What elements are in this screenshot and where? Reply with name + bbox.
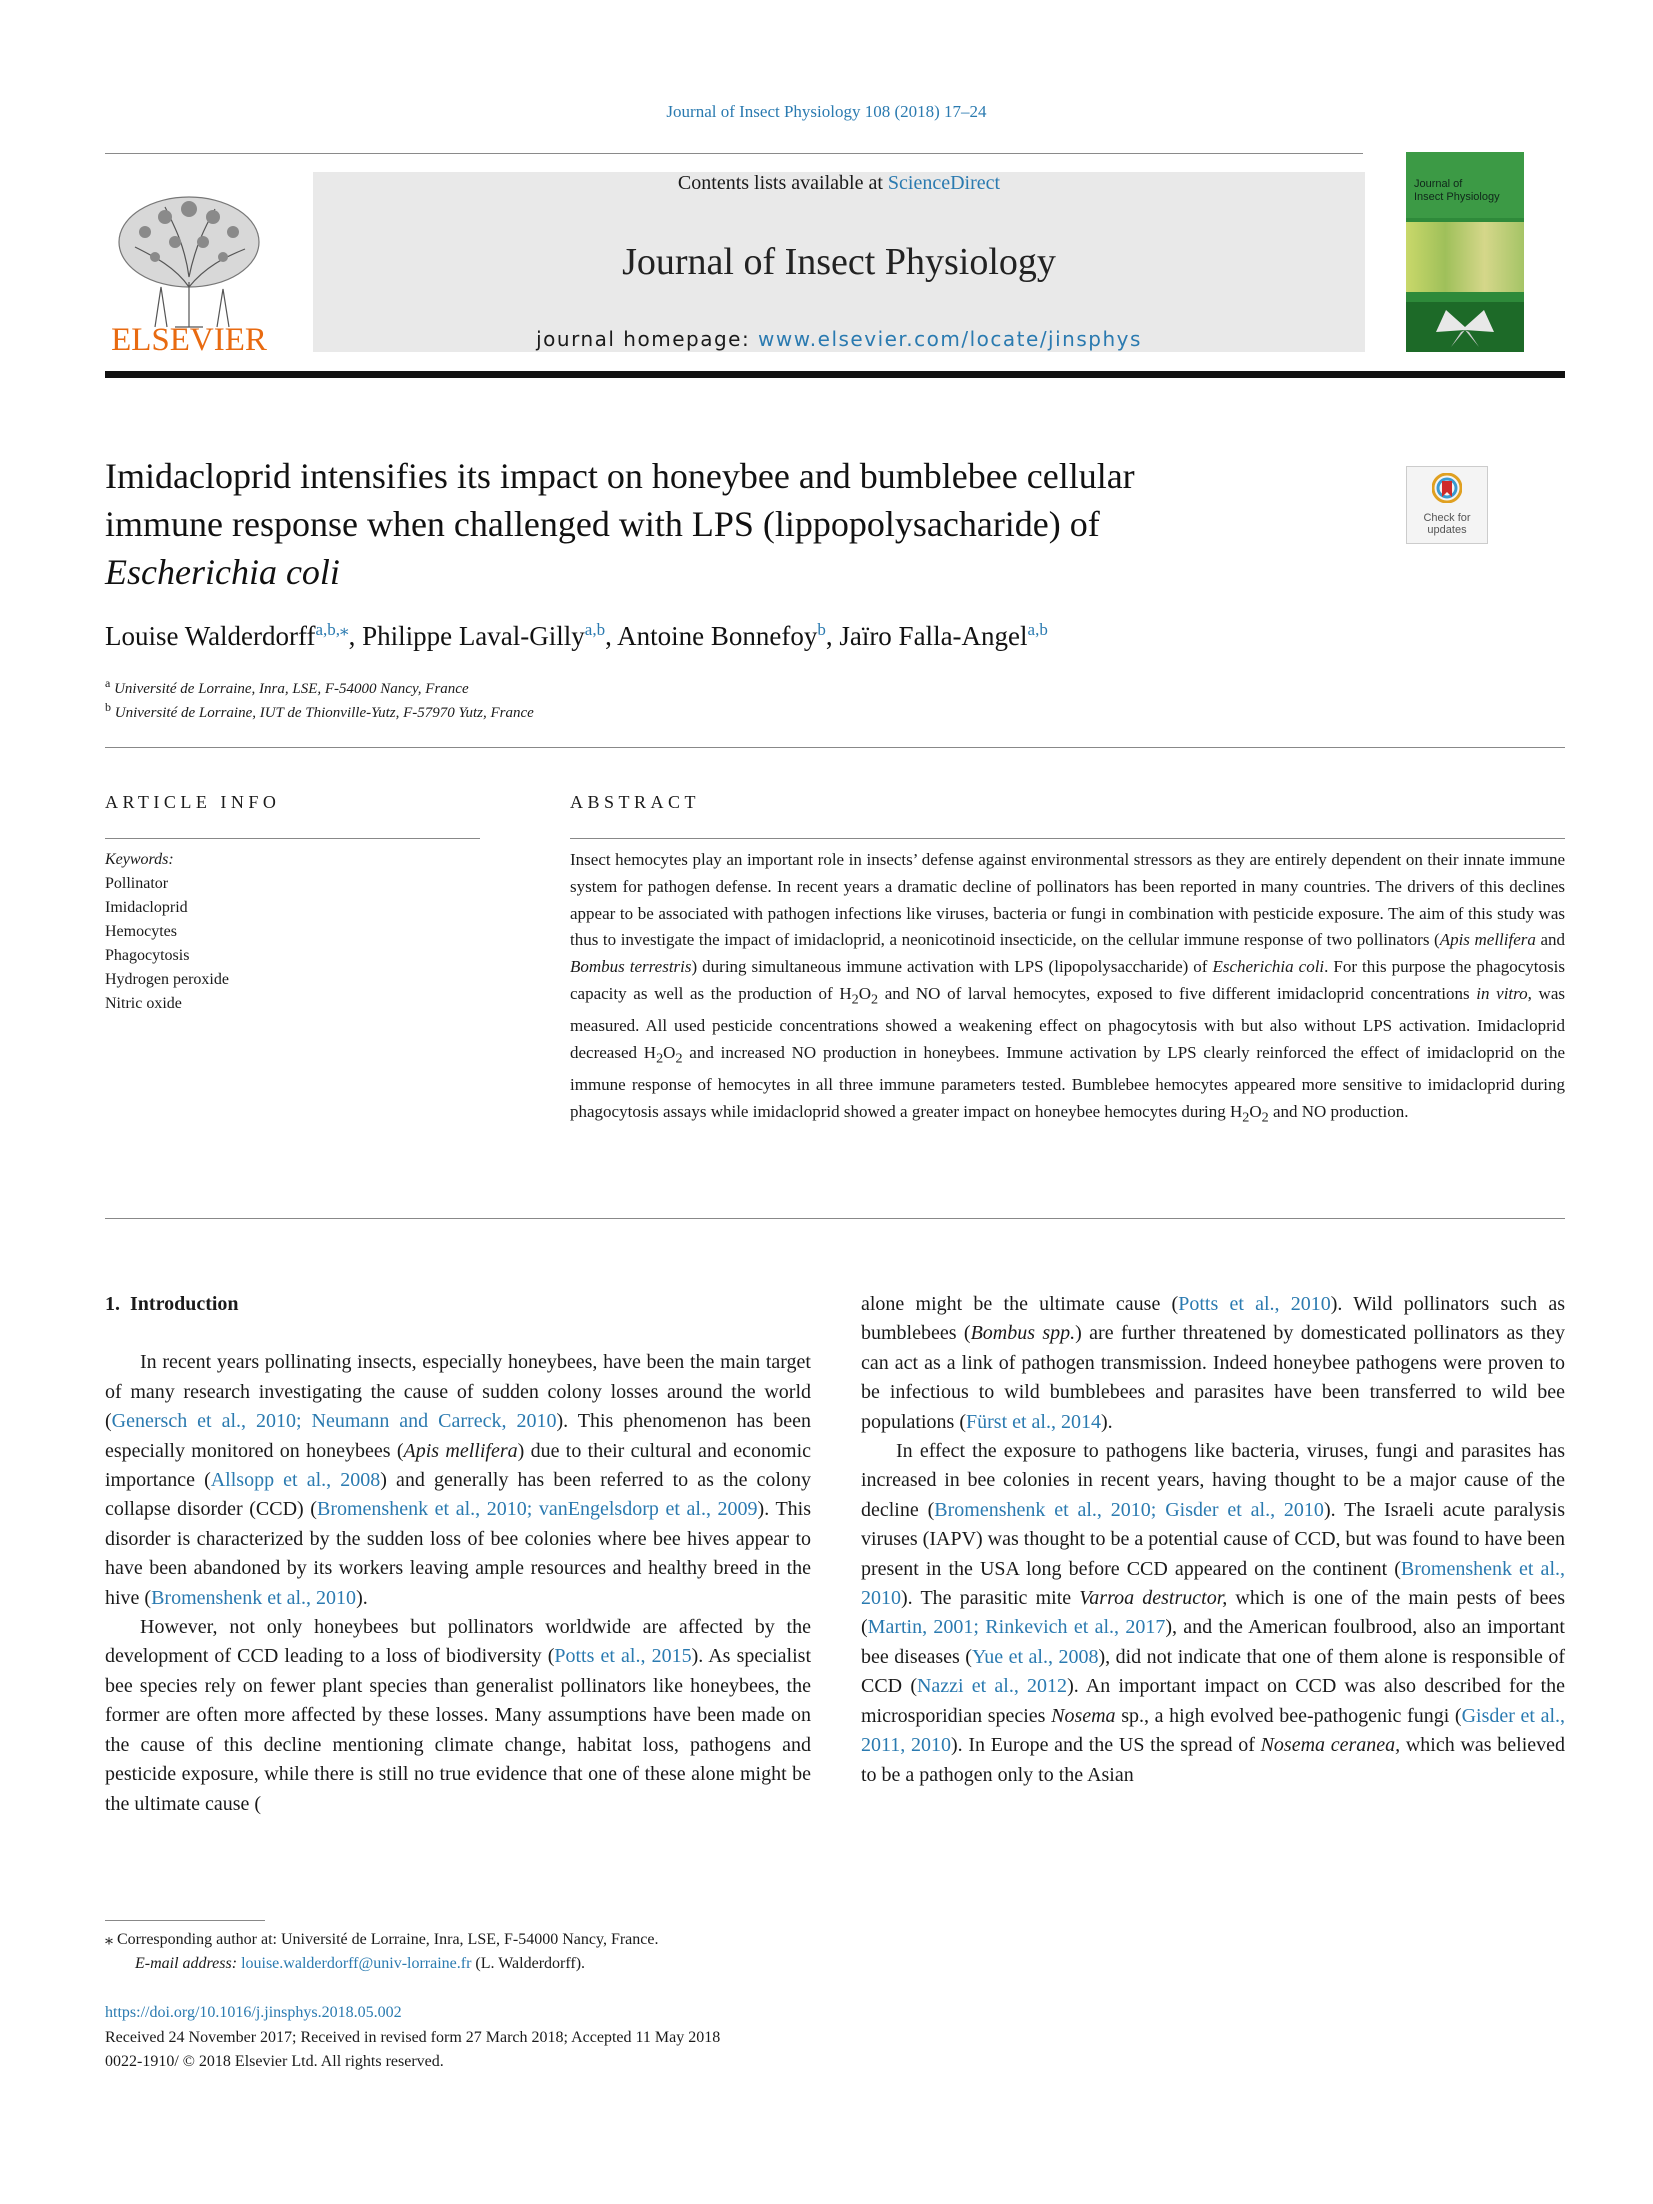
cover-image-bottom	[1406, 302, 1524, 352]
cover-title-line-1: Journal of	[1414, 178, 1463, 190]
text-segment: ). This phenomenon has been especially monitored on honeybees (	[105, 1410, 811, 1462]
text-segment: However, not only honeybees but pollinators worldwide are affected by the development of CCD leading to a loss of biodiversity (	[105, 1616, 811, 1668]
author-name[interactable]: Philippe Laval-Gilly	[362, 621, 585, 651]
footnote-mark: ⁎	[105, 1931, 113, 1948]
crossmark-label-line-1: Check for	[1423, 512, 1471, 524]
abstract-segment: and	[1535, 930, 1565, 950]
paragraph	[861, 1437, 1565, 1790]
body-column-left	[105, 1290, 811, 1819]
crossmark-icon	[1432, 473, 1462, 503]
text-segment: ), did not indicate that one of them alone is responsible of CCD (	[861, 1645, 1565, 1698]
subscript: 2	[675, 1050, 683, 1067]
body-column-right	[861, 1290, 1565, 1790]
article-title	[105, 452, 1345, 596]
article-info-heading: ARTICLE INFO	[105, 792, 281, 812]
email-link[interactable]: louise.walderdorff@univ-lorraine.fr	[241, 1955, 472, 1972]
keyword-item: Nitric oxide	[105, 995, 182, 1012]
abstract-segment: was measured. All used pesticide concentrations showed a weakening effect on phagocytosis with but also without LPS activation. Imidacloprid decreased H	[570, 983, 1565, 1062]
species-name: Nosema ceranea,	[1260, 1734, 1401, 1757]
corresponding-author-footnote	[105, 1928, 865, 1976]
paragraph	[105, 1613, 811, 1819]
section-rule	[105, 1218, 1565, 1219]
citation-link[interactable]: Yue et al., 2008	[971, 1645, 1099, 1668]
homepage-line	[313, 327, 1365, 351]
sciencedirect-link[interactable]: ScienceDirect	[887, 172, 1001, 194]
keywords-label: Keywords:	[105, 851, 174, 868]
author-affiliation-mark[interactable]: a,b	[1027, 620, 1048, 639]
species-name: Nosema	[1051, 1704, 1116, 1727]
footnote-rule	[105, 1920, 265, 1921]
paragraph	[105, 1348, 811, 1613]
section-title: Introduction	[130, 1293, 239, 1315]
abstract-segment: . For this purpose the phagocytosis capacity as well as the production of H	[570, 957, 1565, 1003]
species-name: Bombus spp.	[970, 1322, 1076, 1345]
keyword-item: Hydrogen peroxide	[105, 971, 229, 988]
text-segment: ). The Israeli acute paralysis viruses (IAPV) was thought to be a potential cause of CCD, but was found to have been present in the USA long before CCD appeared on the continent (	[861, 1498, 1565, 1580]
author-name[interactable]: Jaïro Falla-Angel	[839, 621, 1028, 651]
text-segment: ), and the American foulbrood, also an important bee diseases (	[861, 1616, 1565, 1668]
crossmark-label	[1407, 512, 1487, 536]
citation-link[interactable]: Nazzi et al., 2012	[916, 1675, 1068, 1698]
abstract-segment: O	[858, 983, 871, 1003]
email-suffix: (L. Walderdorff).	[471, 1955, 586, 1972]
title-line-2: immune response when challenged with LPS (lippopolysacharide) of	[105, 504, 1100, 544]
abstract-segment: and increased NO production in honeybees. Immune activation by LPS clearly reinforced the effect of imidacloprid on the immune response of hemocytes in all three immune parameters tested. Bumblebee hemocytes appeared more sensitive to imidacloprid during phagocytosis assays while imidacloprid showed a greater impact on honeybee hemocytes during H	[570, 1042, 1565, 1121]
journal-name: Journal of Insect Physiology	[622, 241, 1056, 283]
author-affiliation-mark[interactable]: a,b	[584, 620, 606, 639]
text-segment: alone might be the ultimate cause (	[861, 1293, 1179, 1315]
author-name[interactable]: Louise Walderdorff	[105, 621, 316, 651]
species-name: Bombus terrestris	[570, 957, 692, 977]
affiliation-b	[105, 700, 534, 722]
subscript: 2	[851, 991, 859, 1008]
affiliation-text: Université de Lorraine, IUT de Thionville-Yutz, F-57970 Yutz, France	[114, 705, 534, 721]
abstract-segment: O	[1249, 1101, 1262, 1121]
abstract-segment: and NO production.	[1268, 1101, 1409, 1121]
homepage-link[interactable]: www.elsevier.com/locate/jinsphys	[758, 327, 1142, 351]
abstract-segment: and NO of larval hemocytes, exposed to five different imidacloprid concentrations	[878, 983, 1477, 1003]
text-segment: ). As specialist bee species rely on fewer plant species than generalist pollinators like honeybees, the former are often more affected by these losses. Many assumptions have been made on the cause of this decline mentioning climate change, habitat loss, pathogens and pesticide exposure, while there is still no true evidence that one of these alone might be the ultimate cause (	[105, 1645, 812, 1815]
text-segment: ).	[356, 1586, 368, 1609]
cover-image-band	[1406, 222, 1524, 292]
masthead-thick-rule	[105, 371, 1565, 378]
subscript: 2	[656, 1050, 664, 1067]
citation-link[interactable]: Potts et al., 2015	[554, 1645, 692, 1668]
author-name[interactable]: Antoine Bonnefoy	[617, 621, 818, 651]
species-name: Escherichia coli	[1212, 957, 1325, 977]
species-name: Apis mellifera	[403, 1439, 518, 1462]
contents-prefix: Contents lists available at	[677, 172, 888, 194]
journal-cover-thumbnail[interactable]	[1406, 152, 1524, 352]
paragraph-continued	[861, 1290, 1565, 1437]
citation-link[interactable]: Allsopp et al., 2008	[210, 1469, 381, 1492]
text-segment: ).	[1101, 1410, 1113, 1433]
email-label: E-mail address:	[135, 1955, 242, 1972]
keyword-item: Hemocytes	[105, 923, 177, 940]
title-line-3: Escherichia coli	[105, 552, 340, 592]
abstract-heading: ABSTRACT	[570, 792, 701, 812]
abstract-segment: ) during simultaneous immune activation with LPS (lipopolysaccharide) of	[691, 957, 1213, 977]
citation-link[interactable]: Bromenshenk et al., 2010; Gisder et al., 2010	[934, 1498, 1324, 1521]
corresponding-author-text: Corresponding author at: Université de Lorraine, Inra, LSE, F-54000 Nancy, France.	[113, 1931, 659, 1948]
affiliation-a	[105, 676, 469, 698]
text-segment: ). An important impact on CCD was also described for the microsporidian species	[861, 1675, 1565, 1727]
text-segment: which is one of the main pests of bees (	[861, 1587, 1566, 1639]
citation-link[interactable]: Genersch et al., 2010; Neumann and Carreck, 2010	[111, 1410, 557, 1433]
contents-line	[313, 172, 1365, 195]
abstract-segment: Insect hemocytes play an important role in insects’ defense against environmental stressors as they are entirely dependent on their innate immune system for pathogen defense. In recent years a dramatic decline of pollinators has been reported in many countries. The drivers of this declines appear to be associated with pathogen infections like viruses, bacteria or fungi in combination with pesticide exposure. The aim of this study was thus to investigate the impact of imidacloprid, a neonicotinoid insecticide, on the cellular immune response of two pollinators (	[570, 850, 1565, 950]
text-segment: ). The parasitic mite	[901, 1587, 1080, 1610]
homepage-prefix: journal homepage:	[536, 327, 759, 351]
citation-link[interactable]: Bromenshenk et al., 2010	[151, 1586, 357, 1609]
keyword-item: Imidacloprid	[105, 899, 188, 916]
crossmark-label-line-2: updates	[1427, 524, 1467, 536]
subscript: 2	[1261, 1109, 1269, 1126]
keywords-list	[105, 848, 229, 1016]
citation-link[interactable]: Bromenshenk et al., 2010	[861, 1557, 1565, 1610]
citation-link[interactable]: Martin, 2001; Rinkevich et al., 2017	[867, 1616, 1166, 1639]
section-heading-introduction	[105, 1290, 811, 1319]
text-segment: ). This disorder is characterized by the sudden loss of bee colonies where bee hives appear to have been abandoned by its workers leaving ample resources and healthy breed in the hive (	[105, 1498, 812, 1609]
text-segment: which was believed to be a pathogen only to the Asian	[861, 1734, 1566, 1786]
species-name: Apis mellifera	[1439, 930, 1536, 950]
cover-title-line-2: Insect Physiology	[1414, 191, 1500, 203]
author-list: Louise Walderdorff$^{a,b,⁎}$, Philippe Laval-Gilly$^{a,b}$, Antoine Bonnefoy$^b$, Jaïro Falla-Angel$^{a,b}$	[105, 620, 1048, 651]
article-info-rule	[105, 838, 480, 839]
citation-link[interactable]: Potts et al., 2010	[1178, 1293, 1331, 1315]
affiliation-mark: b	[105, 700, 111, 714]
email-line	[105, 1952, 865, 1976]
affiliation-text: Université de Lorraine, Inra, LSE, F-54000 Nancy, France	[114, 681, 469, 697]
cover-title	[1414, 178, 1500, 204]
subscript: 2	[870, 991, 879, 1008]
text-segment: sp., a high evolved bee-pathogenic fungi (	[1115, 1704, 1462, 1727]
author-affiliation-mark[interactable]: a,b,⁎	[315, 620, 349, 639]
text-segment: In effect the exposure to pathogens like bacteria, viruses, fungi and parasites has increased in bee colonies in recent years, having thought to be a major cause of the decline (	[861, 1440, 1565, 1521]
keyword-item: Pollinator	[105, 875, 169, 892]
keyword-item: Phagocytosis	[105, 947, 190, 964]
title-line-1: Imidacloprid intensifies its impact on honeybee and bumblebee cellular	[105, 456, 1135, 496]
text-segment: ) are further threatened by domesticated pollinators as they can act as a link of pathogen transmission. Indeed honeybee pathogens were proven to be infectious to wild bumblebees and parasites have been transferred to wild bee populations (	[861, 1322, 1565, 1433]
header-rule	[105, 153, 1363, 154]
affiliation-mark: a	[105, 676, 111, 690]
article-meta	[105, 2001, 720, 2075]
species-name: Varroa destructor,	[1079, 1587, 1228, 1610]
check-for-updates-badge[interactable]	[1406, 466, 1488, 544]
text-segment: ) due to their cultural and economic importance (	[105, 1439, 812, 1492]
text-segment: ) and generally has been referred to as the colony collapse disorder (CCD) (	[105, 1469, 811, 1521]
abstract-text	[570, 847, 1565, 1131]
doi-link[interactable]: https://doi.org/10.1016/j.jinsphys.2018.05.002	[105, 2004, 402, 2021]
subscript: 2	[1242, 1109, 1250, 1126]
citation-link[interactable]: Fürst et al., 2014	[966, 1410, 1101, 1433]
copyright-line: 0022-1910/ © 2018 Elsevier Ltd. All rights reserved.	[105, 2053, 444, 2070]
author-affiliation-mark[interactable]: b	[817, 620, 826, 639]
section-rule	[105, 747, 1565, 748]
text-segment: ). Wild pollinators such as bumblebees (	[861, 1293, 1565, 1345]
journal-citation-link[interactable]: Journal of Insect Physiology 108 (2018) 17–24	[666, 102, 987, 121]
section-number: 1.	[105, 1293, 120, 1315]
article-dates: Received 24 November 2017; Received in revised form 27 March 2018; Accepted 11 May 2018	[105, 2028, 721, 2046]
abstract-rule	[570, 838, 1565, 839]
citation-link[interactable]: Gisder et al., 2011, 2010	[861, 1704, 1566, 1757]
citation-link[interactable]: Bromenshenk et al., 2010; vanEngelsdorp et al., 2009	[316, 1498, 758, 1521]
butterfly-icon	[1406, 302, 1524, 352]
elsevier-wordmark: ELSEVIER	[111, 322, 267, 358]
italic-term: in vitro,	[1476, 983, 1532, 1003]
abstract-segment: O	[663, 1042, 676, 1062]
text-segment: ). In Europe and the US the spread of	[950, 1734, 1261, 1757]
text-segment: In recent years pollinating insects, especially honeybees, have been the main target of many research investigating the cause of sudden colony losses around the world (	[105, 1351, 811, 1433]
